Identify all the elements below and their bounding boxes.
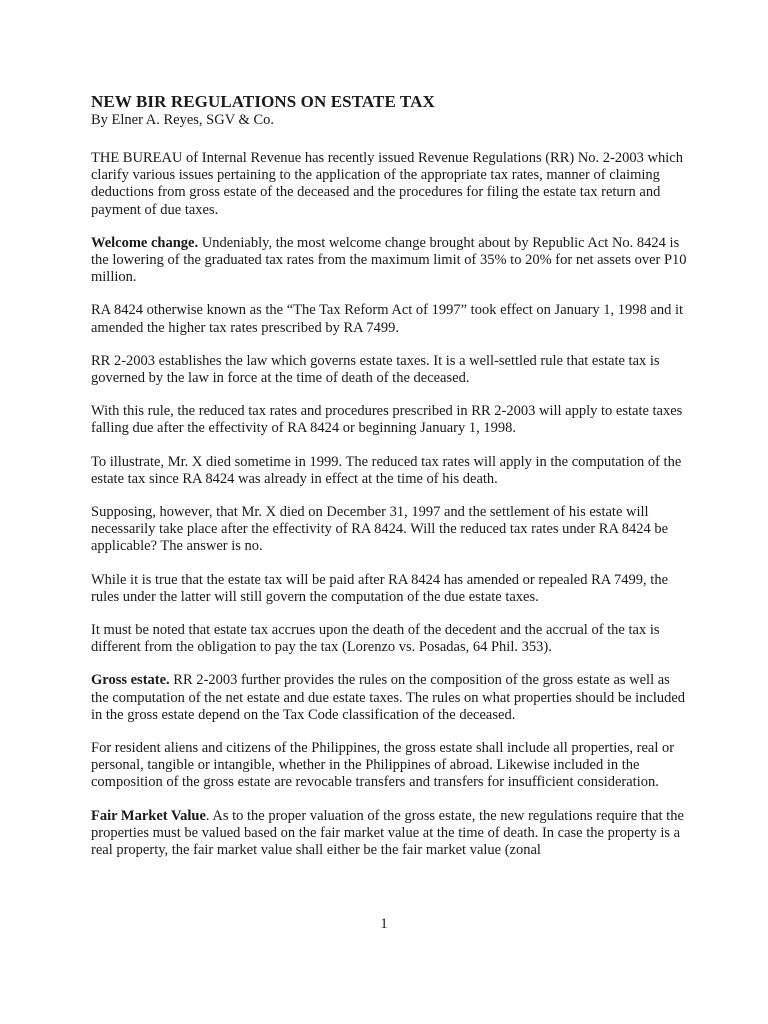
paragraph-text: Supposing, however, that Mr. X died on December 31, 1997 and the settlement of his estate will necessarily take place after the effectivity of RA 8424. Will the reduced tax rates under RA 8424 be applicable? The answer is no. bbox=[91, 504, 669, 555]
paragraph-text: It must be noted that estate tax accrues upon the death of the decedent and the accrual of the tax is different from the obligation to pay the tax (Lorenzo vs. Posadas, 64 Phil. 353). bbox=[91, 622, 660, 656]
paragraph-lead: Gross estate. bbox=[91, 672, 170, 689]
paragraph-fair-market-value bbox=[91, 808, 691, 860]
paragraph-illustration bbox=[91, 454, 691, 488]
paragraph-resident-aliens bbox=[91, 740, 691, 792]
paragraph-gross-estate bbox=[91, 672, 691, 724]
paragraph-intro bbox=[91, 150, 691, 219]
page-number: 1 bbox=[380, 916, 388, 932]
paragraph-prior-rules bbox=[91, 572, 691, 606]
paragraph-text: RR 2-2003 establishes the law which governs estate taxes. It is a well-settled rule that estate tax is governed by the law in force at the time of death of the deceased. bbox=[91, 352, 660, 387]
paragraph-text: . As to the proper valuation of the gross estate, the new regulations require that the properties must be valued based on the fair market value at the time of death. In case the property is a real property, the fair market value shall either be the fair market value (zonal bbox=[91, 807, 684, 859]
paragraph-supposition bbox=[91, 504, 691, 556]
paragraph-text: THE BUREAU of Internal Revenue has recently issued Revenue Regulations (RR) No. 2-2003 which clarify various issues pertaining to the application of the appropriate tax rates, manner of claiming deductions from gross estate of the deceased and the procedures for filing the estate tax return and payment of due taxes. bbox=[91, 150, 683, 218]
paragraph-text: For resident aliens and citizens of the Philippines, the gross estate shall include all properties, real or personal, tangible or intangible, whether in the Philippines of abroad. Likewise included in the composition of the gross estate are revocable transfers and transfers for insufficient consideration. bbox=[91, 740, 675, 791]
paragraph-ra-8424 bbox=[91, 302, 691, 336]
paragraph-welcome-change bbox=[91, 235, 691, 287]
paragraph-text: While it is true that the estate tax will be paid after RA 8424 has amended or repealed RA 7499, the rules under the latter will still govern the computation of the due estate taxes. bbox=[91, 571, 669, 605]
article-title: NEW BIR REGULATIONS ON ESTATE TAX bbox=[91, 92, 435, 111]
paragraph-lead: Fair Market Value bbox=[91, 807, 206, 824]
paragraph-text: RR 2-2003 further provides the rules on the composition of the gross estate as well as the computation of the net estate and due estate taxes. The rules on what properties should be included in the gross estate depend on the Tax Code classification of the deceased. bbox=[91, 672, 686, 723]
paragraph-text: Undeniably, the most welcome change brought about by Republic Act No. 8424 is the lowering of the graduated tax rates from the maximum limit of 35% to 20% for net assets over P10 million. bbox=[91, 234, 687, 286]
paragraph-text: To illustrate, Mr. X died sometime in 1999. The reduced tax rates will apply in the computation of the estate tax since RA 8424 was already in effect at the time of his death. bbox=[91, 453, 682, 487]
paragraph-governing-law bbox=[91, 353, 691, 387]
article-byline: By Elner A. Reyes, SGV & Co. bbox=[91, 112, 274, 128]
paragraph-lead: Welcome change. bbox=[91, 234, 199, 251]
paragraph-text: RA 8424 otherwise known as the “The Tax Reform Act of 1997” took effect on January 1, 1998 and it amended the higher tax rates prescribed by RA 7499. bbox=[91, 302, 684, 336]
paragraph-accrual bbox=[91, 622, 691, 656]
paragraph-rule-application bbox=[91, 403, 691, 437]
paragraph-text: With this rule, the reduced tax rates and procedures prescribed in RR 2-2003 will apply to estate taxes falling due after the effectivity of RA 8424 or beginning January 1, 1998. bbox=[91, 403, 683, 437]
document-body bbox=[91, 92, 691, 875]
